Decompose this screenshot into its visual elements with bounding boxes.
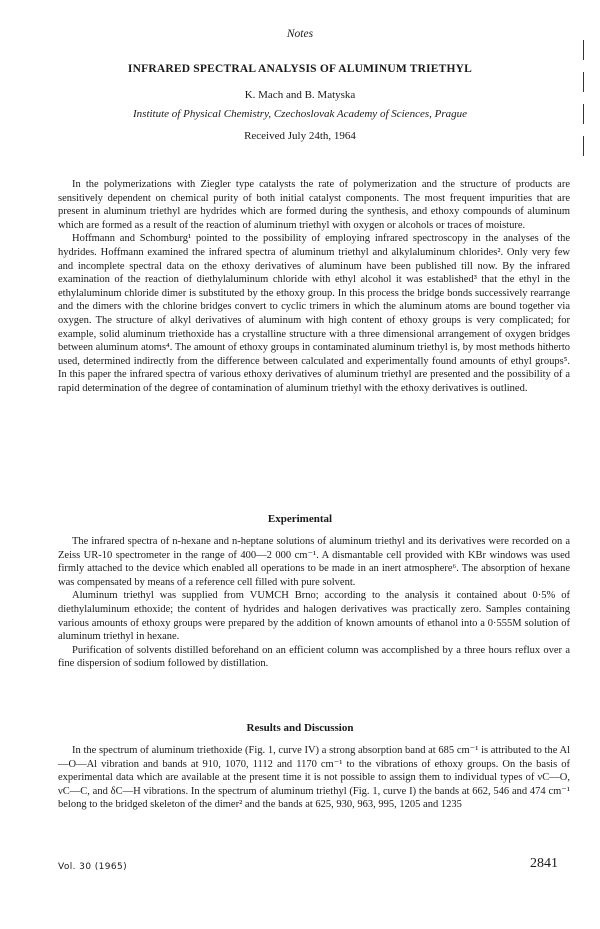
authors: K. Mach and B. Matyska — [244, 89, 356, 101]
results-section — [58, 744, 570, 812]
margin-rule — [583, 40, 584, 60]
paragraph: In the polymerizations with Ziegler type catalysts the rate of polymerization and the structure of products are sensitively dependent on chemical purity of both initial catalyst components. The most frequent impurities that are present in aluminum triethyl are hydrides which are formed during the synthesis, and ethoxy compounds of aluminum which are formed as a result of the reaction of aluminum triethyl with oxygen or alcohols or traces of moisture. — [58, 179, 570, 231]
experimental-section — [58, 535, 570, 671]
footer-volume: Vol. 30 (1965) — [58, 862, 128, 872]
running-head: Notes — [286, 28, 314, 40]
paragraph: In the spectrum of aluminum triethoxide (Fig. 1, curve IV) a strong absorption band at 685 cm⁻¹ is attributed to the Al—O—Al vibration and bands at 910, 1070, 1112 and 1170 cm⁻¹ to the vibrations of ethoxy groups. On the basis of experimental data which are available at the present time it is not possible to assign them to individual types of νC—O, νC—C, and δC—H vibrations. In the spectrum of aluminum triethyl (Fig. 1, curve I) the bands at 662, 546 and 474 cm⁻¹ belong to the bridged skeleton of the dimer² and the bands at 625, 930, 963, 995, 1205 and 1235 — [58, 745, 570, 811]
paragraph: The infrared spectra of n-hexane and n-heptane solutions of aluminum triethyl and its derivatives were recorded on a Zeiss UR-10 spectrometer in the range of 400—2 000 cm⁻¹. A dismantable cell provided with KBr windows was used firmly attached to the device which enabled all operations to be made in an inert atmosphere⁶. The absorption of hexane was compensated by means of a reference cell filled with pure solvent. — [58, 536, 570, 588]
paragraph: Aluminum triethyl was supplied from VUMCH Brno; according to the analysis it contained about 0·5% of diethylaluminum ethoxide; the content of hydrides and halogen derivatives was practically zero. Samples containing various amounts of ethoxy groups were prepared by the addition of known amounts of ethanol into a 0·555M solution of aluminum triethyl in hexane. — [58, 590, 570, 643]
paragraph: Hoffmann and Schomburg¹ pointed to the possibility of employing infrared spectroscopy in the analyses of the hydrides. Hoffmann examined the infrared spectra of aluminum triethyl and alkylaluminum chlorides². Only very few and incomplete spectral data on the ethoxy derivatives of aluminum have been published till now. By the infrared examination of the reaction of diethylaluminum chloride with ethyl alcohol it was established³ that the ethyl in the ethylaluminum chloride dimer is substituted by the ethoxy group. In this process the bridge bonds successively rearrange and the dimers with the chlorine bridges convert to cyclic trimers in which the aluminum atoms are bound together via oxygen. The structure of alkyl derivatives of aluminum with high content of ethoxy groups is very complicated; for example, solid aluminum triethoxide has a crystalline structure with a three dimensional arrangement of oxygen bridges between aluminum atoms⁴. The amount of ethoxy groups in contaminated aluminum triethyl is, by most methods hitherto used, determined indirectly from the difference between calculated and experimentally found amounts of ethyl groups⁵. In this paper the infrared spectra of various ethoxy derivatives of aluminum triethyl are presented and the possibility of a rapid determination of the degree of contamination of aluminum triethyl with the ethoxy derivatives is outlined. — [58, 233, 570, 394]
section-heading-experimental: Experimental — [267, 513, 333, 525]
paper-title: INFRARED SPECTRAL ANALYSIS OF ALUMINUM TRIETHYL — [127, 63, 473, 75]
paragraph: Purification of solvents distilled beforehand on an efficient column was accomplished by a three hours reflux over a fine dispersion of sodium followed by distillation. — [58, 644, 570, 670]
section-heading-results: Results and Discussion — [246, 722, 354, 734]
margin-rule — [583, 104, 584, 124]
margin-rule — [583, 136, 584, 156]
affiliation: Institute of Physical Chemistry, Czechoslovak Academy of Sciences, Prague — [133, 108, 467, 120]
margin-rule — [583, 72, 584, 92]
page-number: 2841 — [530, 856, 558, 871]
received-date: Received July 24th, 1964 — [244, 130, 356, 142]
introduction — [58, 178, 570, 396]
